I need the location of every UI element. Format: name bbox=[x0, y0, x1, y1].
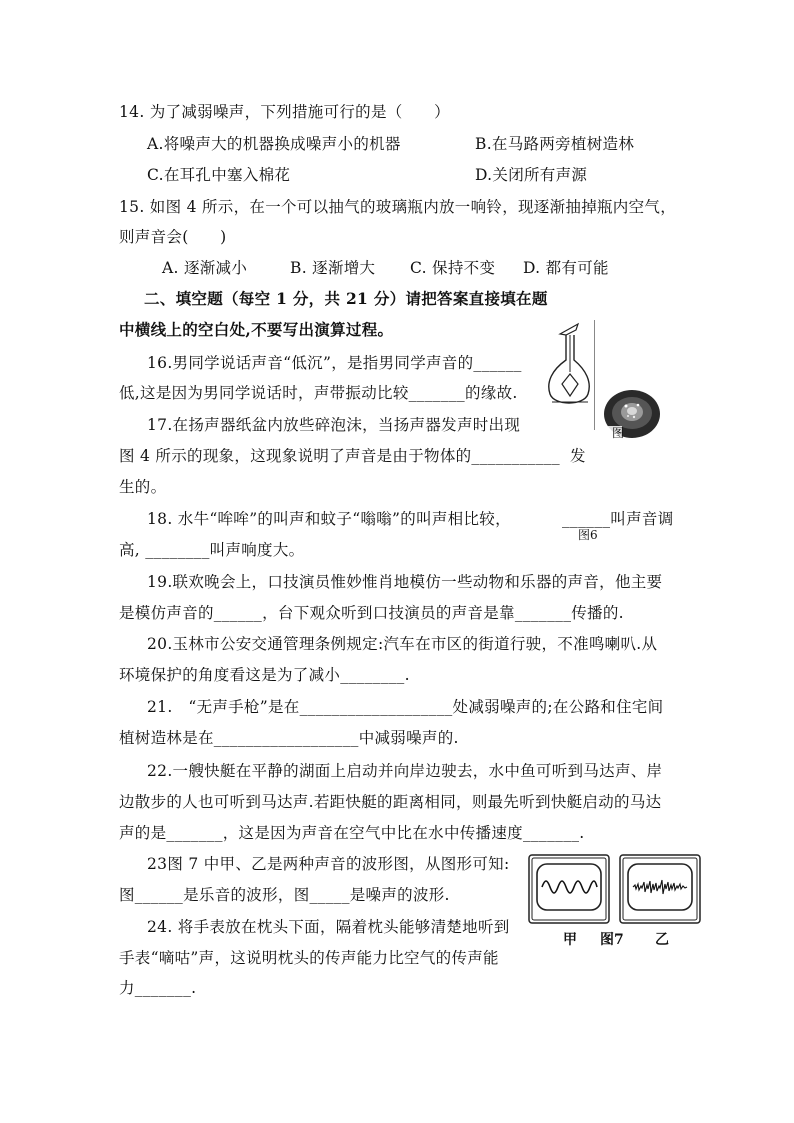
q16-line2: 低,这是因为男同学说话时，声带振动比较_______的缘故. bbox=[119, 384, 518, 402]
q24-line3: 力_______. bbox=[119, 979, 197, 997]
q15-option-a: A. 逐渐减小 bbox=[162, 259, 248, 277]
q17-line2-tail: 发 bbox=[570, 447, 586, 465]
q18-line1-tail: ______叫声音调 bbox=[562, 510, 674, 528]
figure6-caption: 图6 bbox=[578, 528, 598, 542]
q14-option-c: C.在耳孔中塞入棉花 bbox=[147, 166, 291, 184]
loudspeaker-figure bbox=[598, 384, 662, 444]
q23-line2: 图______是乐音的波形，图_____是噪声的波形. bbox=[119, 886, 450, 904]
q17-line2: 图 4 所示的现象，这现象说明了声音是由于物体的___________ bbox=[119, 447, 560, 465]
q20-line1: 20.玉林市公安交通管理条例规定:汽车在市区的街道行驶，不准鸣喇叭.从 bbox=[147, 635, 658, 653]
q19-line1: 19.联欢晚会上，口技演员惟妙惟肖地模仿一些动物和乐器的声音，他主要 bbox=[147, 573, 663, 591]
bell-jar-figure bbox=[540, 320, 600, 412]
q21-line2: 植树造林是在__________________中减弱噪声的. bbox=[119, 729, 459, 747]
q17-line1: 17.在扬声器纸盆内放些碎泡沫，当扬声器发声时出现 bbox=[147, 416, 521, 434]
figure7-label-yi: 乙 bbox=[655, 932, 669, 948]
q19-line2: 是模仿声音的______，台下观众听到口技演员的声音是靠_______传播的. bbox=[119, 604, 624, 622]
figure7-caption: 图7 bbox=[600, 932, 624, 948]
q14-stem: 14. 为了减弱噪声，下列措施可行的是（ ） bbox=[119, 103, 450, 121]
q21-line1: 21. “无声手枪”是在___________________处减弱噪声的;在公路和住宅间 bbox=[147, 698, 664, 716]
q16-line1: 16.男同学说话声音“低沉”，是指男同学声音的______ bbox=[147, 354, 522, 372]
oscilloscope-jia bbox=[528, 854, 610, 924]
q24-line2: 手表“嘀咕”声，这说明枕头的传声能力比空气的传声能 bbox=[119, 949, 499, 967]
oscilloscope-yi bbox=[619, 854, 701, 924]
q22-line1: 22.一艘快艇在平静的湖面上启动并向岸边驶去，水中鱼可听到马达声、岸 bbox=[147, 762, 663, 780]
q15-option-d: D. 都有可能 bbox=[523, 259, 609, 277]
figure-divider bbox=[594, 320, 595, 430]
q14-option-a: A.将噪声大的机器换成噪声小的机器 bbox=[147, 135, 401, 153]
q20-line2: 环境保护的角度看这是为了减小________. bbox=[119, 666, 410, 684]
q17-line3: 生的。 bbox=[119, 478, 167, 496]
figure4-label: 图 bbox=[612, 426, 625, 440]
q15-option-c: C. 保持不变 bbox=[410, 259, 496, 277]
q22-line2: 边散步的人也可听到马达声.若距快艇的距离相同，则最先听到快艇启动的马达 bbox=[119, 793, 662, 811]
section-heading-line2: 中横线上的空白处,不要写出演算过程。 bbox=[119, 320, 394, 339]
section-heading-line1: 二、填空题（每空 1 分，共 21 分）请把答案直接填在题 bbox=[144, 289, 548, 308]
q22-line3: 声的是_______，这是因为声音在空气中比在水中传播速度_______. bbox=[119, 824, 585, 842]
q14-option-d: D.关闭所有声源 bbox=[475, 166, 588, 184]
q15-line1: 15. 如图 4 所示，在一个可以抽气的玻璃瓶内放一响铃，现逐渐抽掉瓶内空气， bbox=[119, 198, 676, 216]
q18-line2: 高, ________叫声响度大。 bbox=[119, 541, 305, 559]
q18-line1: 18. 水牛“哞哞”的叫声和蚊子“嗡嗡”的叫声相比较， bbox=[147, 510, 511, 528]
q23-line1: 23图 7 中甲、乙是两种声音的波形图，从图形可知: bbox=[147, 855, 510, 873]
q15-option-b: B. 逐渐增大 bbox=[290, 259, 376, 277]
q24-line1: 24. 将手表放在枕头下面，隔着枕头能够清楚地听到 bbox=[147, 918, 510, 936]
q14-option-b: B.在马路两旁植树造林 bbox=[475, 135, 635, 153]
q15-line2: 则声音会( ) bbox=[119, 228, 227, 246]
figure7-label-jia: 甲 bbox=[563, 932, 577, 948]
